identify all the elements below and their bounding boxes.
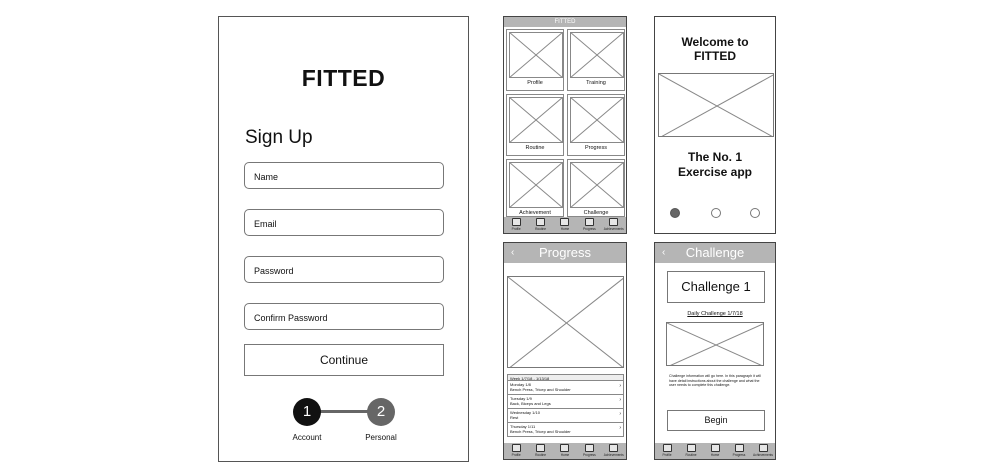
tile-routine[interactable]: [506, 94, 564, 156]
tile-training[interactable]: [567, 29, 625, 91]
placeholder-image-icon: [570, 97, 624, 143]
home-header: FITTED: [504, 17, 626, 27]
day-label: Tuesday 1/9: [510, 396, 532, 401]
person-icon: [512, 444, 521, 452]
password-field[interactable]: Password: [244, 256, 444, 283]
tab-label: Home: [560, 453, 570, 457]
tab-home[interactable]: [554, 444, 576, 457]
back-icon[interactable]: ‹: [511, 247, 515, 258]
challenge-name: Challenge 1: [667, 271, 765, 303]
page-title: Sign Up: [245, 127, 313, 148]
list-item[interactable]: [507, 381, 624, 395]
tab-label: Achievements: [603, 227, 624, 231]
progress-screen: [503, 242, 627, 460]
routine-icon: [687, 444, 696, 452]
chart-icon: [735, 444, 744, 452]
weekly-list: [507, 374, 624, 437]
app-logo: FITTED: [301, 65, 386, 91]
tab-label: Home: [560, 227, 570, 231]
tab-home[interactable]: [554, 218, 576, 231]
routine-icon: [536, 444, 545, 452]
step-2-indicator: 2: [367, 398, 395, 426]
day-detail: Rest: [510, 415, 519, 420]
placeholder-image-icon: [570, 32, 624, 78]
routine-icon: [536, 218, 545, 226]
chevron-right-icon: ›: [619, 397, 621, 403]
screen-title: Progress: [538, 245, 592, 260]
chevron-right-icon: ›: [619, 411, 621, 417]
tab-profile[interactable]: [505, 218, 527, 231]
tab-progress[interactable]: [578, 218, 600, 231]
home-icon: [711, 444, 720, 452]
day-label: Monday 1/8: [510, 382, 531, 387]
tab-achievements[interactable]: [752, 444, 774, 457]
confirm-password-field[interactable]: Confirm Password: [244, 303, 444, 330]
home-screen: [503, 16, 627, 234]
welcome-subtitle: [655, 150, 775, 180]
trophy-icon: [759, 444, 768, 452]
carousel-dot-3[interactable]: [750, 208, 760, 218]
signup-screen: [218, 16, 469, 462]
placeholder-image-icon: [570, 162, 624, 208]
tile-achievement[interactable]: [506, 159, 564, 217]
trophy-icon: [609, 444, 618, 452]
chart-icon: [585, 218, 594, 226]
challenge-image-placeholder: [666, 322, 764, 366]
tile-label: Progress: [584, 145, 607, 151]
tab-routine[interactable]: [530, 444, 552, 457]
name-field[interactable]: Name: [244, 162, 444, 189]
tab-routine[interactable]: [680, 444, 702, 457]
tab-label: Achievements: [603, 453, 624, 457]
tile-profile[interactable]: [506, 29, 564, 91]
placeholder-image-icon: [509, 162, 563, 208]
welcome-title: [655, 35, 775, 63]
tab-label: Profile: [511, 453, 521, 457]
tab-profile[interactable]: [656, 444, 678, 457]
back-icon[interactable]: ‹: [662, 247, 666, 258]
day-detail: Bench Press, Tricep and Shoulder: [510, 429, 571, 434]
bottom-tab-bar: [504, 443, 626, 459]
placeholder-image-icon: [509, 32, 563, 78]
screen-title: Challenge: [685, 245, 745, 260]
challenge-info: Challenge information will go here. In this paragraph it will have detail instructions about the challenge and what the user needs to complete this challenge.: [669, 374, 761, 388]
continue-button[interactable]: Continue: [244, 344, 444, 376]
list-item[interactable]: [507, 395, 624, 409]
person-icon: [663, 444, 672, 452]
tile-label: Training: [586, 80, 606, 86]
step-2-label: Personal: [365, 433, 397, 442]
welcome-title-line-1: Welcome to: [681, 35, 749, 49]
list-item[interactable]: [507, 409, 624, 423]
tile-challenge[interactable]: [567, 159, 625, 217]
tab-label: Progress: [732, 453, 746, 457]
trophy-icon: [609, 218, 618, 226]
tab-label: Profile: [511, 227, 521, 231]
challenge-header: [655, 243, 775, 263]
tab-label: Home: [710, 453, 720, 457]
home-icon: [560, 444, 569, 452]
tab-home[interactable]: [704, 444, 726, 457]
step-1-indicator: 1: [293, 398, 321, 426]
challenge-screen: [654, 242, 776, 460]
tile-label: Routine: [525, 145, 545, 151]
welcome-image-placeholder: [658, 73, 774, 137]
progress-chart-placeholder: [507, 276, 624, 368]
tab-routine[interactable]: [530, 218, 552, 231]
tab-label: Achievements: [752, 453, 774, 457]
day-label: Thursday 1/11: [510, 424, 536, 429]
tab-achievements[interactable]: [603, 444, 625, 457]
day-label: Wednesday 1/10: [510, 410, 540, 415]
bottom-tab-bar: [655, 443, 775, 459]
chevron-right-icon: ›: [619, 425, 621, 431]
begin-button[interactable]: Begin: [667, 410, 765, 431]
tab-progress[interactable]: [728, 444, 750, 457]
welcome-screen: [654, 16, 776, 234]
email-field[interactable]: Email: [244, 209, 444, 236]
welcome-subtitle-line-1: The No. 1: [687, 150, 742, 164]
home-icon: [560, 218, 569, 226]
carousel-dot-1[interactable]: [670, 208, 680, 218]
bottom-tab-bar: [504, 217, 626, 233]
tab-profile[interactable]: [505, 444, 527, 457]
chart-icon: [585, 444, 594, 452]
welcome-subtitle-line-2: Exercise app: [677, 165, 753, 179]
day-detail: Bench Press, Tricep and Shoulder: [510, 387, 571, 392]
week-header: Week 1/7/18 - 1/13/18: [507, 374, 624, 381]
daily-challenge-link[interactable]: Daily Challenge 1/7/18: [687, 311, 743, 317]
tab-label: Profile: [662, 453, 672, 457]
progress-header: [504, 243, 626, 263]
list-item[interactable]: [507, 423, 624, 437]
day-detail: Back, Biceps and Legs: [510, 401, 551, 406]
tab-progress[interactable]: [578, 444, 600, 457]
step-1-label: Account: [292, 433, 322, 442]
welcome-title-line-2: FITTED: [694, 49, 736, 63]
tile-label: Profile: [527, 80, 543, 86]
tile-progress[interactable]: [567, 94, 625, 156]
tab-achievements[interactable]: [603, 218, 625, 231]
person-icon: [512, 218, 521, 226]
tab-label: Progress: [582, 227, 596, 231]
carousel-dot-2[interactable]: [711, 208, 721, 218]
placeholder-image-icon: [509, 97, 563, 143]
tab-label: Routine: [535, 227, 547, 231]
tab-label: Progress: [582, 453, 596, 457]
tile-label: Challenge: [583, 210, 609, 216]
tab-label: Routine: [685, 453, 697, 457]
tile-label: Achievement: [519, 210, 551, 216]
tab-label: Routine: [535, 453, 547, 457]
chevron-right-icon: ›: [619, 383, 621, 389]
